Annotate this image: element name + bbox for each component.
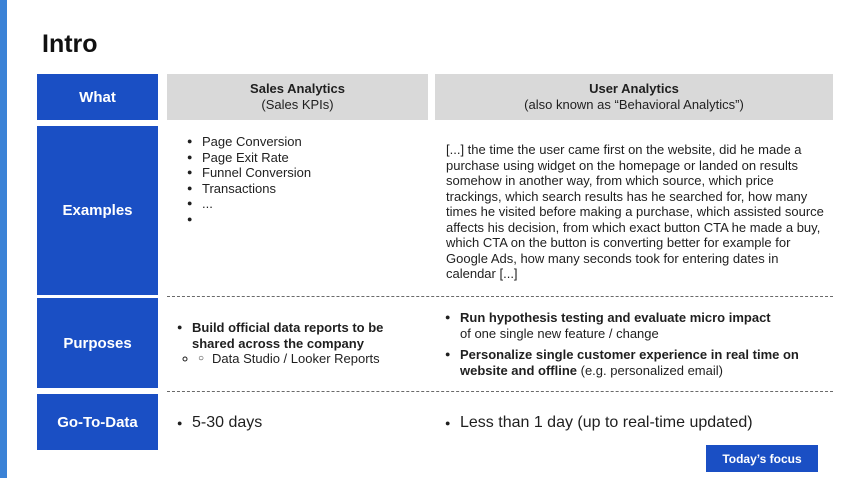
sales-purpose-main: Build official data reports to be shared across the company: [192, 320, 384, 351]
user-examples-text: [...] the time the user came first on the website, did he made a purchase using widget on the homepage or landed on results somehow in another way, from which source, which price trackings, which search results has he searched for, how many times he visited before making a purchase, which assisted source affects his decision, from which exact button CTA he made a buy, which CTA on the button is converting better for example for Google Ads, how many seconds took for entering dates in calendar [...]: [446, 142, 824, 281]
list-item: [444, 347, 824, 378]
sales-go-to-data-list: [176, 413, 421, 433]
list-item: ● Page Exit Rate: [186, 150, 416, 166]
sales-examples-list: [186, 134, 416, 227]
list-item: ● Less than 1 day (up to real-time updated): [444, 413, 829, 433]
sales-examples: [186, 134, 416, 227]
list-item: ● Transactions: [186, 181, 416, 197]
user-purpose-2-rest: (e.g. personalized email): [577, 362, 723, 378]
sales-purposes-list: [176, 320, 421, 367]
user-go-to-data-list: [444, 413, 829, 433]
list-item: ○ ◦ Data Studio / Looker Reports: [198, 351, 421, 367]
user-analytics-title: User Analytics: [589, 81, 679, 96]
sales-go-to-data: [176, 413, 421, 433]
sales-analytics-subtitle: (Sales KPIs): [261, 97, 334, 112]
user-purpose-2-bold: Personalize single customer experience in real time on website and offline: [460, 347, 799, 378]
list-item: ● ...: [186, 196, 416, 212]
user-purposes: [444, 310, 824, 378]
left-accent-bar: [0, 0, 7, 478]
user-analytics-header: [435, 74, 833, 120]
row-divider: [167, 391, 833, 392]
row-divider: [167, 296, 833, 297]
page-title: Intro: [42, 30, 98, 58]
user-analytics-subtitle: (also known as “Behavioral Analytics”): [524, 97, 744, 112]
user-purpose-1-bold: Run hypothesis testing and evaluate micro impact: [460, 310, 771, 325]
list-item: [444, 310, 824, 341]
sales-purposes: [176, 320, 421, 367]
row-label-go-to-data: Go-To-Data: [37, 394, 158, 450]
sales-analytics-header: [167, 74, 428, 120]
list-item: [186, 212, 416, 228]
user-purposes-list: [444, 310, 824, 378]
list-item: [176, 320, 421, 367]
row-label-what: What: [37, 74, 158, 120]
user-go-to-data: [444, 413, 829, 433]
list-item: ● Page Conversion: [186, 134, 416, 150]
todays-focus-button[interactable]: Today’s focus: [706, 445, 818, 472]
row-label-examples: Examples: [37, 126, 158, 295]
user-purpose-1-rest: of one single new feature / change: [460, 325, 659, 341]
sales-analytics-title: Sales Analytics: [250, 81, 345, 96]
list-item: ● Funnel Conversion: [186, 165, 416, 181]
list-item: ● 5-30 days: [176, 413, 421, 433]
sales-purpose-sublist: [198, 351, 421, 367]
row-label-purposes: Purposes: [37, 298, 158, 388]
